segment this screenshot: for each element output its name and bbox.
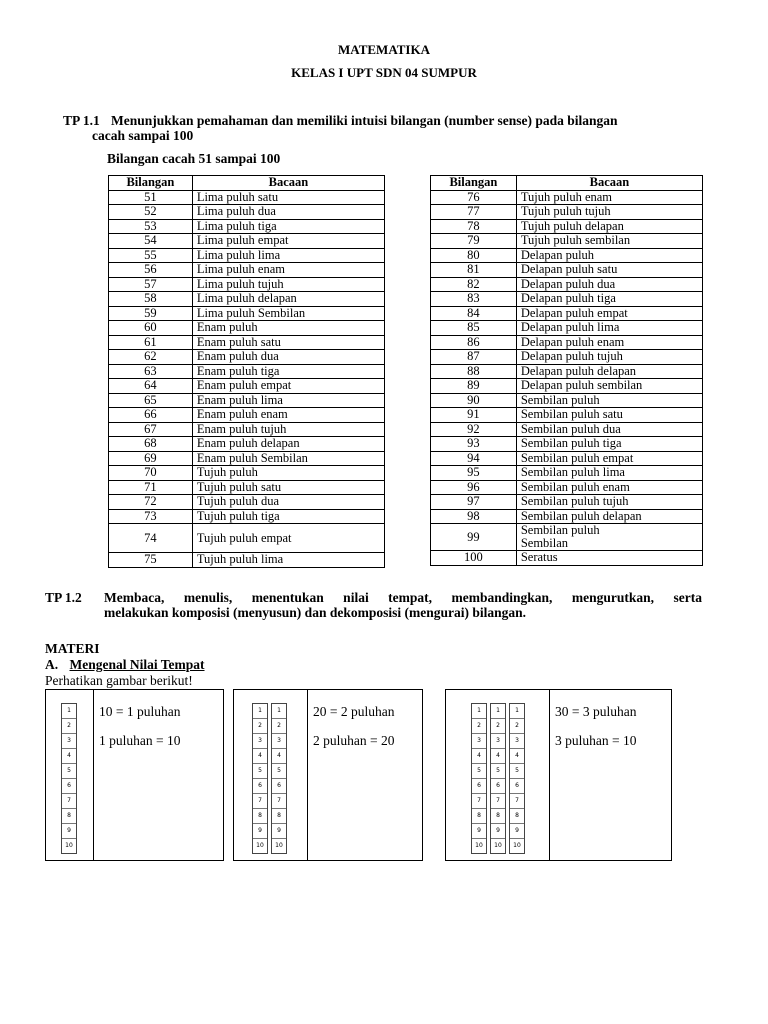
strip-cell: 2: [491, 719, 505, 734]
table-row: [109, 190, 385, 205]
reading-cell: Enam puluh tujuh: [192, 422, 384, 437]
number-cell: 71: [109, 480, 193, 495]
strip-cell: 2: [510, 719, 524, 734]
tp2-label: TP 1.2: [45, 590, 82, 605]
table-row: [431, 451, 703, 466]
strip-cell: 1: [253, 704, 267, 719]
strip-cell: 3: [253, 734, 267, 749]
section-title: Mengenal Nilai Tempat: [69, 657, 205, 672]
materi-heading: MATERI: [45, 641, 100, 656]
table-row: [431, 509, 703, 524]
reading-cell: Tujuh puluh delapan: [516, 219, 702, 234]
table-row: [431, 480, 703, 495]
reading-cell: Sembilan puluh tiga: [516, 437, 702, 452]
equation-2: 3 puluhan = 10: [555, 733, 637, 748]
number-cell: 84: [431, 306, 517, 321]
number-cell: 67: [109, 422, 193, 437]
reading-cell: Lima puluh delapan: [192, 292, 384, 307]
equation-2: 2 puluhan = 20: [313, 733, 395, 748]
equation-1: 20 = 2 puluhan: [313, 704, 395, 719]
tp2-text-line2: melakukan komposisi (menyusun) dan dekomposisi (mengurai) bilangan.: [104, 605, 526, 620]
strip-cell: 3: [472, 734, 486, 749]
number-cell: 53: [109, 219, 193, 234]
reading-cell: Sembilan puluh: [516, 393, 702, 408]
reading-cell: Lima puluh satu: [192, 190, 384, 205]
place-value-box: [445, 689, 672, 861]
reading-cell: Delapan puluh tiga: [516, 292, 702, 307]
place-value-box: [233, 689, 423, 861]
strip-cell: 7: [272, 794, 286, 809]
reading-cell: Sembilan puluh enam: [516, 480, 702, 495]
table-row: [431, 437, 703, 452]
table-row: [109, 350, 385, 365]
number-cell: 82: [431, 277, 517, 292]
reading-cell: Delapan puluh satu: [516, 263, 702, 278]
reading-cell: Tujuh puluh enam: [516, 190, 702, 205]
strip-cell: 5: [62, 764, 76, 779]
strip-cell: 6: [472, 779, 486, 794]
number-cell: 69: [109, 451, 193, 466]
table-row: [109, 248, 385, 263]
ten-strip: [252, 703, 268, 854]
ten-strip: [471, 703, 487, 854]
equation-1: 30 = 3 puluhan: [555, 704, 637, 719]
instruction-text: Perhatikan gambar berikut!: [45, 673, 193, 688]
reading-cell: Enam puluh Sembilan: [192, 451, 384, 466]
ten-strip: [509, 703, 525, 854]
table-row: [431, 364, 703, 379]
reading-cell: Lima puluh empat: [192, 234, 384, 249]
number-cell: 100: [431, 551, 517, 566]
strip-cell: 1: [510, 704, 524, 719]
table-row: [109, 277, 385, 292]
number-cell: 55: [109, 248, 193, 263]
number-cell: 97: [431, 495, 517, 510]
number-cell: 87: [431, 350, 517, 365]
number-cell: 85: [431, 321, 517, 336]
table-row: [109, 364, 385, 379]
strip-cell: 1: [272, 704, 286, 719]
table-row: [431, 277, 703, 292]
reading-cell: Enam puluh lima: [192, 393, 384, 408]
number-cell: 99: [431, 524, 517, 551]
number-cell: 79: [431, 234, 517, 249]
reading-cell: Enam puluh satu: [192, 335, 384, 350]
table-row: [109, 495, 385, 510]
table-caption: Bilangan cacah 51 sampai 100: [107, 151, 281, 166]
table-row: [431, 551, 703, 566]
table-row: [431, 350, 703, 365]
strip-cell: 10: [494, 842, 502, 849]
number-cell: 60: [109, 321, 193, 336]
strip-cell: 10: [275, 842, 283, 849]
reading-cell: Enam puluh empat: [192, 379, 384, 394]
strip-cell: 2: [272, 719, 286, 734]
reading-cell: Delapan puluh: [516, 248, 702, 263]
place-value-box: [45, 689, 224, 861]
numbers-table-left: [108, 175, 385, 568]
number-cell: 61: [109, 335, 193, 350]
table-row: [431, 495, 703, 510]
strip-cell: 9: [472, 824, 486, 839]
number-cell: 70: [109, 466, 193, 481]
table-row: [109, 234, 385, 249]
number-cell: 63: [109, 364, 193, 379]
reading-cell: Lima puluh Sembilan: [192, 306, 384, 321]
number-cell: 66: [109, 408, 193, 423]
reading-cell: Sembilan puluh delapan: [516, 509, 702, 524]
strip-cell: 7: [491, 794, 505, 809]
table-row: [431, 292, 703, 307]
number-cell: 93: [431, 437, 517, 452]
number-cell: 86: [431, 335, 517, 350]
table-row: [431, 234, 703, 249]
strip-cell: 1: [491, 704, 505, 719]
strip-cell: 6: [272, 779, 286, 794]
number-cell: 80: [431, 248, 517, 263]
table-row: [109, 466, 385, 481]
strip-cell: 3: [510, 734, 524, 749]
strip-cell: 6: [510, 779, 524, 794]
equation-1: 10 = 1 puluhan: [99, 704, 181, 719]
number-cell: 58: [109, 292, 193, 307]
number-cell: 73: [109, 509, 193, 524]
number-cell: 56: [109, 263, 193, 278]
strip-cell: 6: [253, 779, 267, 794]
strip-cell: 10: [65, 842, 73, 849]
reading-cell: Enam puluh delapan: [192, 437, 384, 452]
box-divider: [307, 690, 308, 860]
number-cell: 83: [431, 292, 517, 307]
reading-cell: Enam puluh tiga: [192, 364, 384, 379]
strip-cell: 7: [62, 794, 76, 809]
strip-cell: 7: [253, 794, 267, 809]
ten-strip: [490, 703, 506, 854]
table-row: [109, 480, 385, 495]
strip-cell: 3: [62, 734, 76, 749]
number-cell: 95: [431, 466, 517, 481]
number-cell: 72: [109, 495, 193, 510]
strip-cell: 4: [491, 749, 505, 764]
table-row: [109, 509, 385, 524]
reading-cell: Delapan puluh enam: [516, 335, 702, 350]
section-letter: A.: [45, 657, 59, 672]
reading-cell: Delapan puluh tujuh: [516, 350, 702, 365]
strip-cell: 6: [491, 779, 505, 794]
reading-cell: Lima puluh tiga: [192, 219, 384, 234]
reading-cell: Sembilan puluh Sembilan: [516, 524, 702, 551]
number-cell: 57: [109, 277, 193, 292]
strip-cell: 5: [472, 764, 486, 779]
page-title: MATEMATIKA: [338, 42, 430, 57]
header-bacaan: Bacaan: [192, 176, 384, 191]
table-row: [109, 379, 385, 394]
tp1-label: TP 1.1: [63, 113, 100, 128]
header-bilangan: Bilangan: [109, 176, 193, 191]
table-row: [431, 306, 703, 321]
strip-cell: 6: [62, 779, 76, 794]
reading-cell: Delapan puluh lima: [516, 321, 702, 336]
number-cell: 90: [431, 393, 517, 408]
number-cell: 59: [109, 306, 193, 321]
tp2-block: [45, 590, 702, 622]
table-row: [109, 335, 385, 350]
strip-cell: 8: [491, 809, 505, 824]
number-cell: 96: [431, 480, 517, 495]
table-row: [431, 335, 703, 350]
page-subtitle: KELAS I UPT SDN 04 SUMPUR: [291, 65, 477, 80]
number-cell: 62: [109, 350, 193, 365]
strip-cell: 4: [253, 749, 267, 764]
table-row: [109, 553, 385, 568]
reading-cell: Sembilan puluh tujuh: [516, 495, 702, 510]
tp1-text-line1: Menunjukkan pemahaman dan memiliki intuisi bilangan (number sense) pada bilangan: [111, 113, 618, 128]
strip-cell: 5: [272, 764, 286, 779]
strip-cell: 10: [475, 842, 483, 849]
number-cell: 77: [431, 205, 517, 220]
strip-cell: 9: [272, 824, 286, 839]
strip-cell: 8: [510, 809, 524, 824]
reading-cell: Sembilan puluh satu: [516, 408, 702, 423]
number-cell: 78: [431, 219, 517, 234]
table-row: [109, 451, 385, 466]
number-cell: 88: [431, 364, 517, 379]
strip-cell: 5: [491, 764, 505, 779]
strip-cell: 9: [491, 824, 505, 839]
strip-cell: 1: [62, 704, 76, 719]
strip-cell: 4: [472, 749, 486, 764]
reading-cell: Delapan puluh delapan: [516, 364, 702, 379]
number-cell: 94: [431, 451, 517, 466]
strip-cell: 9: [253, 824, 267, 839]
table-row: [431, 219, 703, 234]
table-row: [431, 190, 703, 205]
number-cell: 75: [109, 553, 193, 568]
table-row: [431, 524, 703, 551]
number-cell: 76: [431, 190, 517, 205]
reading-cell: Sembilan puluh dua: [516, 422, 702, 437]
table-row: [431, 393, 703, 408]
reading-cell: Enam puluh enam: [192, 408, 384, 423]
table-row: [431, 248, 703, 263]
strip-cell: 2: [62, 719, 76, 734]
reading-cell: Delapan puluh dua: [516, 277, 702, 292]
strip-cell: 10: [513, 842, 521, 849]
strip-cell: 8: [253, 809, 267, 824]
reading-cell: Tujuh puluh empat: [192, 524, 384, 553]
number-cell: 52: [109, 205, 193, 220]
number-cell: 91: [431, 408, 517, 423]
reading-cell: Sembilan puluh empat: [516, 451, 702, 466]
number-cell: 89: [431, 379, 517, 394]
table-row: [431, 321, 703, 336]
numbers-table-right: [430, 175, 703, 566]
reading-cell: Delapan puluh empat: [516, 306, 702, 321]
number-cell: 98: [431, 509, 517, 524]
header-bilangan: Bilangan: [431, 176, 517, 191]
reading-cell: Tujuh puluh tiga: [192, 509, 384, 524]
ten-strip: [271, 703, 287, 854]
table-row: [109, 524, 385, 553]
strip-cell: 7: [510, 794, 524, 809]
reading-cell: Tujuh puluh tujuh: [516, 205, 702, 220]
reading-cell: Lima puluh enam: [192, 263, 384, 278]
table-row: [109, 263, 385, 278]
reading-cell: Tujuh puluh dua: [192, 495, 384, 510]
number-cell: 74: [109, 524, 193, 553]
table-row: [109, 422, 385, 437]
table-row: [109, 408, 385, 423]
strip-cell: 9: [510, 824, 524, 839]
strip-cell: 2: [472, 719, 486, 734]
reading-cell: Sembilan puluh lima: [516, 466, 702, 481]
strip-cell: 5: [253, 764, 267, 779]
number-cell: 81: [431, 263, 517, 278]
reading-cell: Lima puluh lima: [192, 248, 384, 263]
table-row: [109, 205, 385, 220]
strip-cell: 10: [256, 842, 264, 849]
table-row: [431, 263, 703, 278]
reading-cell: Lima puluh tujuh: [192, 277, 384, 292]
strip-cell: 3: [272, 734, 286, 749]
table-row: [109, 393, 385, 408]
table-row: [431, 379, 703, 394]
table-row: [109, 437, 385, 452]
table-row: [431, 205, 703, 220]
number-cell: 51: [109, 190, 193, 205]
header-bacaan: Bacaan: [516, 176, 702, 191]
table-row: [109, 292, 385, 307]
strip-cell: 4: [510, 749, 524, 764]
reading-cell: Tujuh puluh sembilan: [516, 234, 702, 249]
table-row: [431, 422, 703, 437]
reading-cell: Tujuh puluh lima: [192, 553, 384, 568]
strip-cell: 4: [272, 749, 286, 764]
reading-cell: Enam puluh dua: [192, 350, 384, 365]
strip-cell: 8: [472, 809, 486, 824]
tp2-text-line1: Membaca, menulis, menentukan nilai tempat, membandingkan, mengurutkan, serta: [104, 590, 702, 605]
strip-cell: 4: [62, 749, 76, 764]
tp1-text-line2: cacah sampai 100: [92, 128, 194, 143]
table-row: [109, 306, 385, 321]
number-cell: 68: [109, 437, 193, 452]
table-row: [431, 408, 703, 423]
section-a-heading: [45, 657, 205, 673]
strip-cell: 9: [62, 824, 76, 839]
table-row: [431, 466, 703, 481]
strip-cell: 5: [510, 764, 524, 779]
strip-cell: 2: [253, 719, 267, 734]
strip-cell: 7: [472, 794, 486, 809]
reading-cell: Tujuh puluh satu: [192, 480, 384, 495]
number-cell: 54: [109, 234, 193, 249]
number-cell: 92: [431, 422, 517, 437]
box-divider: [93, 690, 94, 860]
table-row: [109, 219, 385, 234]
reading-cell: Enam puluh: [192, 321, 384, 336]
strip-cell: 8: [62, 809, 76, 824]
equation-2: 1 puluhan = 10: [99, 733, 181, 748]
strip-cell: 8: [272, 809, 286, 824]
reading-cell: Delapan puluh sembilan: [516, 379, 702, 394]
box-divider: [549, 690, 550, 860]
reading-cell: Seratus: [516, 551, 702, 566]
strip-cell: 3: [491, 734, 505, 749]
table-row: [109, 321, 385, 336]
number-cell: 64: [109, 379, 193, 394]
reading-cell: Tujuh puluh: [192, 466, 384, 481]
number-cell: 65: [109, 393, 193, 408]
ten-strip: [61, 703, 77, 854]
tp1-block: [63, 113, 703, 145]
reading-cell: Lima puluh dua: [192, 205, 384, 220]
strip-cell: 1: [472, 704, 486, 719]
